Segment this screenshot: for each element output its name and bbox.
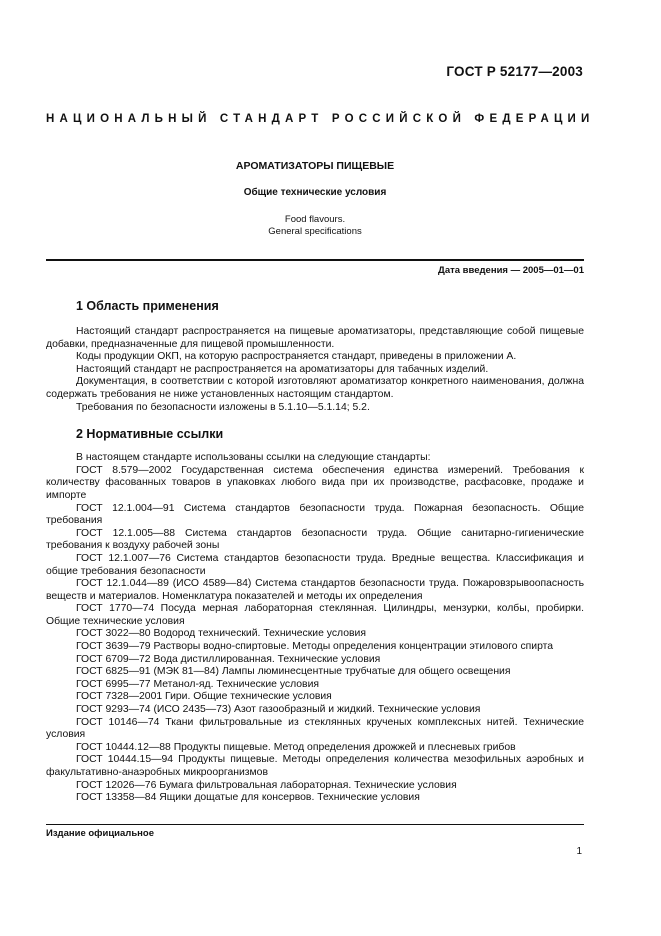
- reference-item: ГОСТ 8.579—2002 Государственная система обеспечения единства измерений. Требования к количеству фасованных товаров в упаковках любого вида при их производстве, расфасовке, продаже и импорте: [46, 464, 584, 501]
- section-2-heading: 2 Нормативные ссылки: [76, 427, 224, 442]
- top-divider: [46, 259, 584, 261]
- document-subtitle: Общие технические условия: [243, 187, 387, 198]
- reference-item: ГОСТ 12.1.004—91 Система стандартов безопасности труда. Пожарная безопасность. Общие требования: [46, 502, 584, 527]
- reference-item: ГОСТ 10146—74 Ткани фильтровальные из стеклянных крученых комплексных нитей. Технические условия: [46, 716, 584, 741]
- reference-item: ГОСТ 10444.12—88 Продукты пищевые. Метод определения дрожжей и плесневых грибов: [76, 741, 516, 753]
- english-title-line-2: General specifications: [268, 226, 362, 237]
- reference-item: ГОСТ 3639—79 Растворы водно-спиртовые. Методы определения концентрации этилового спирта: [76, 641, 554, 653]
- reference-item: ГОСТ 12026—76 Бумага фильтровальная лабораторная. Технические условия: [76, 779, 457, 791]
- document-body: [46, 297, 584, 805]
- reference-item: ГОСТ 10444.15—94 Продукты пищевые. Методы определения количества мезофильных аэробных и факультативно-анаэробных микроорганизмов: [46, 754, 584, 778]
- reference-item: ГОСТ 6709—72 Вода дистиллированная. Технические условия: [76, 653, 381, 665]
- reference-item: ГОСТ 1770—74 Посуда мерная лабораторная стеклянная. Цилиндры, мензурки, колбы, пробирки. Общие технические условия: [46, 603, 584, 627]
- english-title-line-1: Food flavours.: [284, 214, 346, 225]
- footer-divider: [46, 824, 584, 825]
- paragraph: Настоящий стандарт не распространяется на ароматизаторы для табачных изделий.: [76, 363, 489, 375]
- reference-item: ГОСТ 6825—91 (МЭК 81—84) Лампы люминесцентные трубчатые для общего освещения: [76, 666, 511, 678]
- paragraph: Настоящий стандарт распространяется на пищевые ароматизаторы, представляющие собой пищевые добавки, предназначенные для пищевой промышленности.: [46, 326, 584, 350]
- reference-item: ГОСТ 12.1.044—89 (ИСО 4589—84) Система стандартов безопасности труда. Пожаровзрывоопасность веществ и материалов. Номенклатура показателей и методы их определения: [46, 578, 584, 602]
- introduction-date: Дата введения — 2005—01—01: [438, 265, 584, 276]
- reference-item: ГОСТ 12.1.007—76 Система стандартов безопасности труда. Вредные вещества. Классификация и общие требования безопасности: [46, 552, 584, 577]
- english-title: [46, 214, 584, 238]
- paragraph: Коды продукции ОКП, на которую распространяется стандарт, приведены в приложении А.: [76, 351, 517, 363]
- paragraph: Документация, в соответствии с которой изготовляют ароматизатор конкретного наименования, должна содержать требования не ниже установленных настоящим стандартом.: [46, 376, 584, 400]
- reference-item: ГОСТ 9293—74 (ИСО 2435—73) Азот газообразный и жидкий. Технические условия: [76, 704, 481, 716]
- reference-item: ГОСТ 6995—77 Метанол-яд. Технические условия: [76, 678, 320, 690]
- standard-code: ГОСТ Р 52177—2003: [446, 64, 583, 79]
- document-title: АРОМАТИЗАТОРЫ ПИЩЕВЫЕ: [235, 160, 395, 172]
- official-edition-label: Издание официальное: [46, 828, 154, 839]
- paragraph: В настоящем стандарте использованы ссылки на следующие стандарты:: [76, 452, 431, 464]
- reference-item: ГОСТ 12.1.005—88 Система стандартов безопасности труда. Общие санитарно-гигиенические требования к воздуху рабочей зоны: [46, 527, 584, 552]
- national-standard-title: НАЦИОНАЛЬНЫЙ СТАНДАРТ РОССИЙСКОЙ ФЕДЕРАЦИИ: [46, 113, 595, 125]
- reference-item: ГОСТ 3022—80 Водород технический. Технические условия: [76, 628, 366, 640]
- paragraph: Требования по безопасности изложены в 5.1.10—5.1.14; 5.2.: [76, 401, 370, 413]
- reference-item: ГОСТ 7328—2001 Гири. Общие технические условия: [76, 691, 332, 703]
- reference-item: ГОСТ 13358—84 Ящики дощатые для консервов. Технические условия: [76, 792, 420, 804]
- section-1-heading: 1 Область применения: [76, 299, 219, 313]
- page-number: 1: [576, 846, 582, 857]
